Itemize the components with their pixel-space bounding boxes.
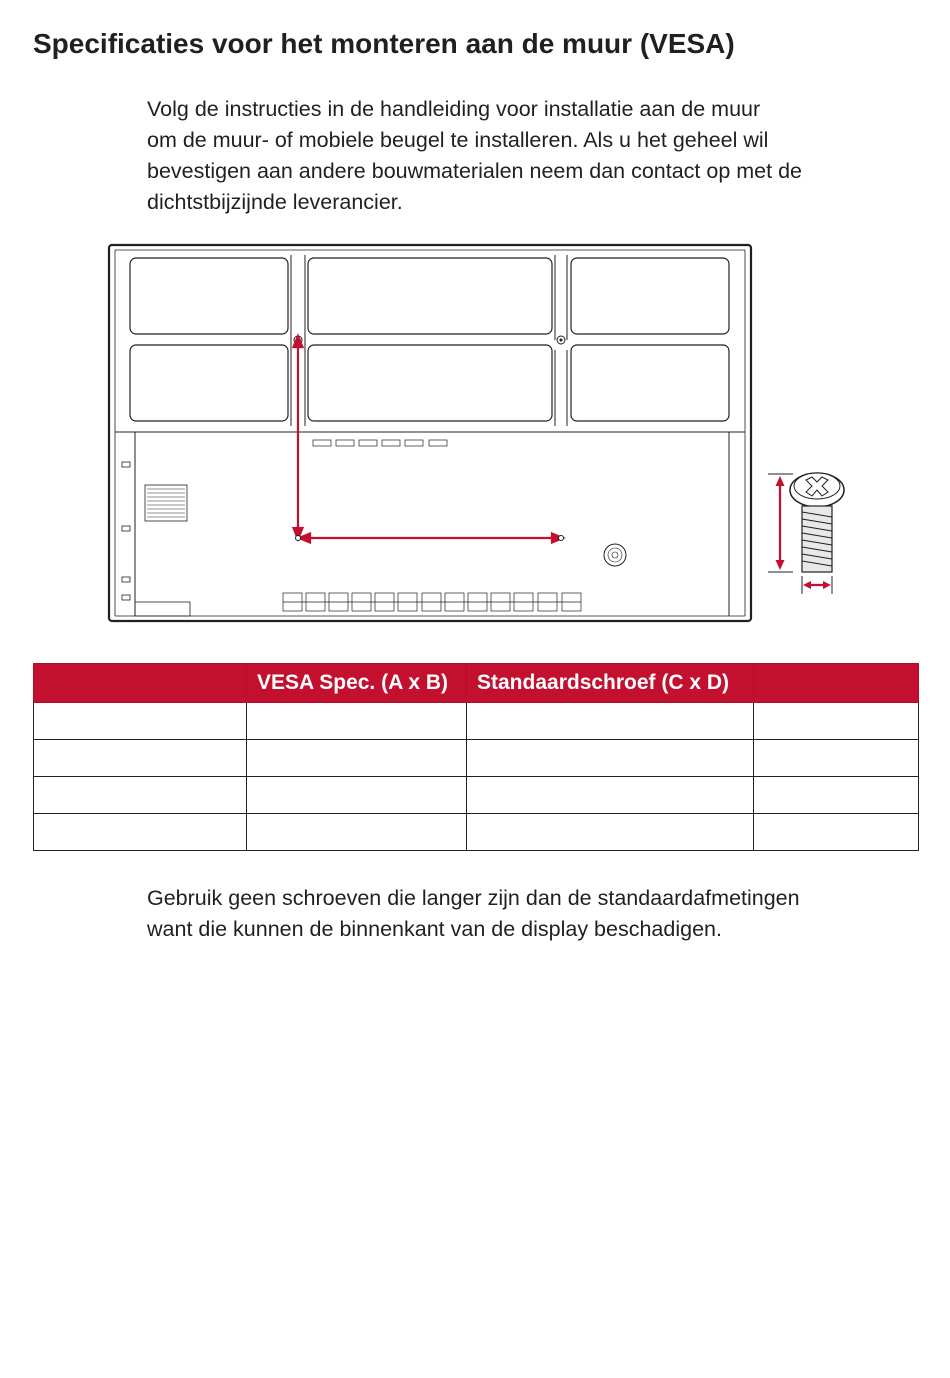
intro-line: Volg de instructies in de handleiding voor installatie aan de muur <box>147 97 761 121</box>
table-cell <box>247 777 467 814</box>
table-header-row <box>34 664 919 703</box>
table-row <box>34 814 919 851</box>
table-row <box>34 777 919 814</box>
table-header-cell: VESA Spec. (A x B) <box>247 664 467 703</box>
table-cell <box>34 777 247 814</box>
table-cell <box>247 740 467 777</box>
table-cell <box>34 740 247 777</box>
horizontal-arrow-icon <box>802 576 832 594</box>
intro-paragraph <box>147 94 907 218</box>
table-cell <box>754 814 919 851</box>
table-cell <box>247 814 467 851</box>
display-frame <box>109 245 751 621</box>
warning-paragraph <box>147 883 907 945</box>
intro-line: om de muur- of mobiele beugel te installeren. Als u het geheel wil <box>147 128 769 152</box>
table-cell <box>754 740 919 777</box>
vertical-arrow-icon <box>768 474 793 572</box>
page-title: Specificaties voor het monteren aan de muur (VESA) <box>33 28 735 59</box>
intro-line: dichtstbijzijnde leverancier. <box>147 190 403 214</box>
table-header-cell <box>754 664 919 703</box>
display-rear-diagram <box>0 230 950 630</box>
warning-line: Gebruik geen schroeven die langer zijn dan de standaardafmetingen <box>147 886 800 910</box>
vesa-spec-table <box>33 663 919 851</box>
table-cell <box>34 814 247 851</box>
table-row <box>34 703 919 740</box>
intro-line: bevestigen aan andere bouwmaterialen neem dan contact op met de <box>147 159 802 183</box>
table-cell <box>467 777 754 814</box>
table-cell <box>34 703 247 740</box>
table-header-cell: Standaardschroef (C x D) <box>467 664 754 703</box>
table-header-cell <box>34 664 247 703</box>
table-cell <box>467 814 754 851</box>
warning-line: want die kunnen de binnenkant van de display beschadigen. <box>147 917 722 941</box>
table-row <box>34 740 919 777</box>
table-cell <box>467 740 754 777</box>
screw-icon <box>790 473 844 572</box>
table-cell <box>754 777 919 814</box>
table-cell <box>754 703 919 740</box>
table-cell <box>467 703 754 740</box>
table-cell <box>247 703 467 740</box>
